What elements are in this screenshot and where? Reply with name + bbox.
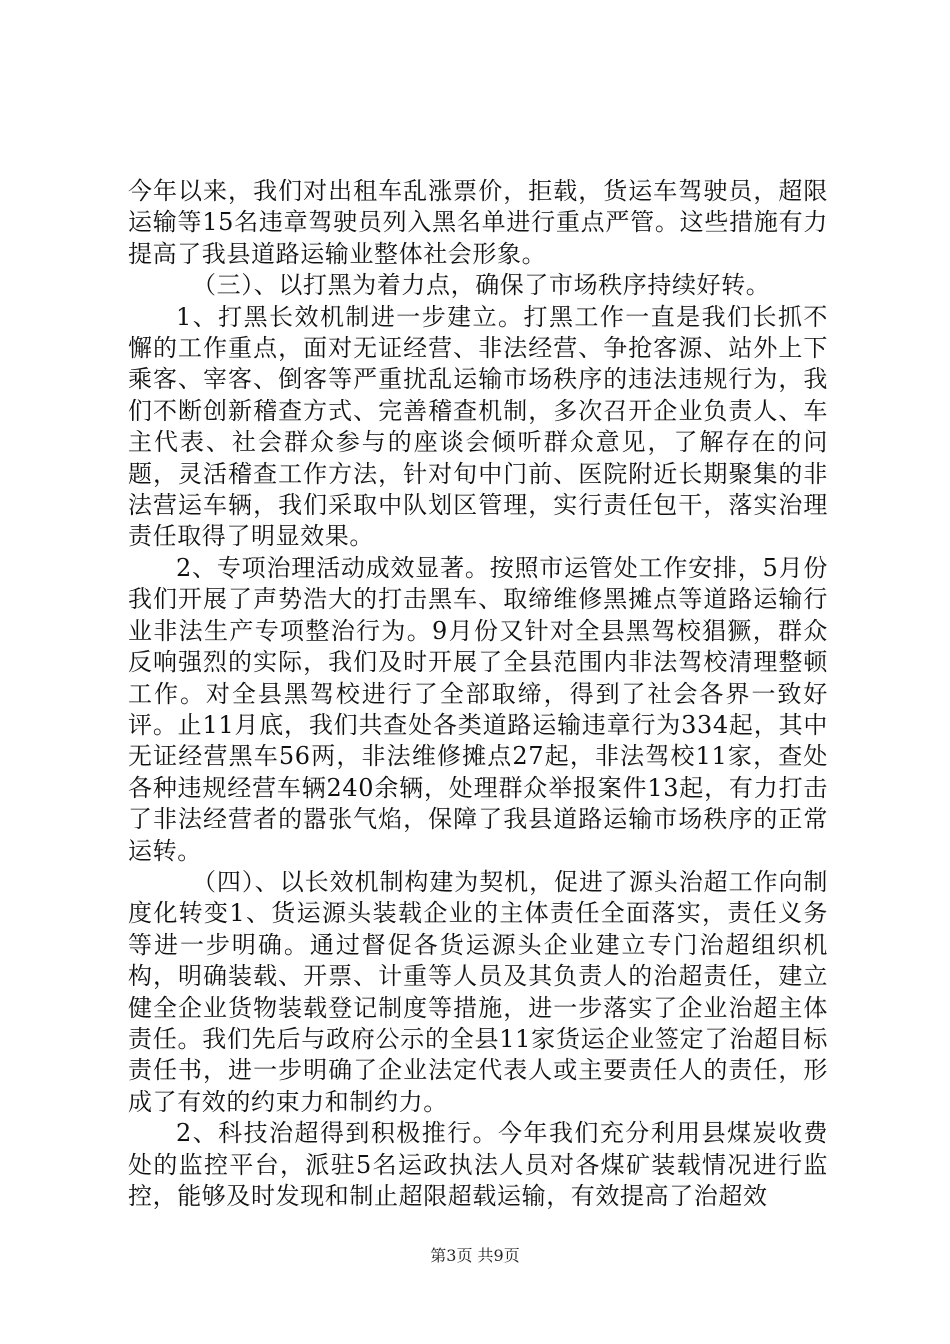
section-heading-3: （三）、以打黑为着力点，确保了市场秩序持续好转。 xyxy=(192,271,771,300)
document-body xyxy=(128,176,828,1212)
paragraph-item-3: 2、科技治超得到积极推行。今年我们充分利用县煤炭收费处的监控平台，派驻5名运政执法人员对各煤矿装载情况进行监控，能够及时发现和制止超限超载运输，有效提高了治超效 xyxy=(128,1119,828,1210)
paragraph-1: 今年以来，我们对出租车乱涨票价，拒载，货运车驾驶员，超限运输等15名违章驾驶员列入黑名单进行重点严管。这些措施有力提高了我县道路运输业整体社会形象。 xyxy=(128,177,828,268)
section-heading-4: （四）、以长效机制构建为契机，促进了源头治超工作向制度化转变1、货运源头装载企业的主体责任全面落实，责任义务等进一步明确。通过督促各货运源头企业建立专门治超组织机构，明确装载、开票、计重等人员及其负责人的治超责任，建立健全企业货物装载登记制度等措施，进一步落实了企业治超主体责任。我们先后与政府公示的全县11家货运企业签定了治超目标责任书，进一步明确了企业法定代表人或主要责任人的责任，形成了有效的约束力和制约力。 xyxy=(128,867,828,1116)
paragraph-item-1: 1、打黑长效机制进一步建立。打黑工作一直是我们长抓不懈的工作重点，面对无证经营、非法经营、争抢客源、站外上下乘客、宰客、倒客等严重扰乱运输市场秩序的违法违规行为，我们不断创新稽查方式、完善稽查机制，多次召开企业负责人、车主代表、社会群众参与的座谈会倾听群众意见，了解存在的问题，灵活稽查工作方法，针对旬中门前、医院附近长期聚集的非法营运车辆，我们采取中队划区管理，实行责任包干，落实治理责任取得了明显效果。 xyxy=(128,302,828,551)
page-footer: 第3页 共9页 xyxy=(430,1246,520,1265)
paragraph-item-2: 2、专项治理活动成效显著。按照市运管处工作安排，5月份我们开展了声势浩大的打击黑车、取缔维修黑摊点等道路运输行业非法生产专项整治行为。9月份又针对全县黑驾校猖獗，群众反响强烈的实际，我们及时开展了全县范围内非法驾校清理整顿工作。对全县黑驾校进行了全部取缔，得到了社会各界一致好评。止11月底，我们共查处各类道路运输违章行为334起，其中无证经营黑车56两，非法维修摊点27起，非法驾校11家，查处各种违规经营车辆240余辆，处理群众举报案件13起，有力打击了非法经营者的嚣张气焰，保障了我县道路运输市场秩序的正常运转。 xyxy=(128,553,828,865)
